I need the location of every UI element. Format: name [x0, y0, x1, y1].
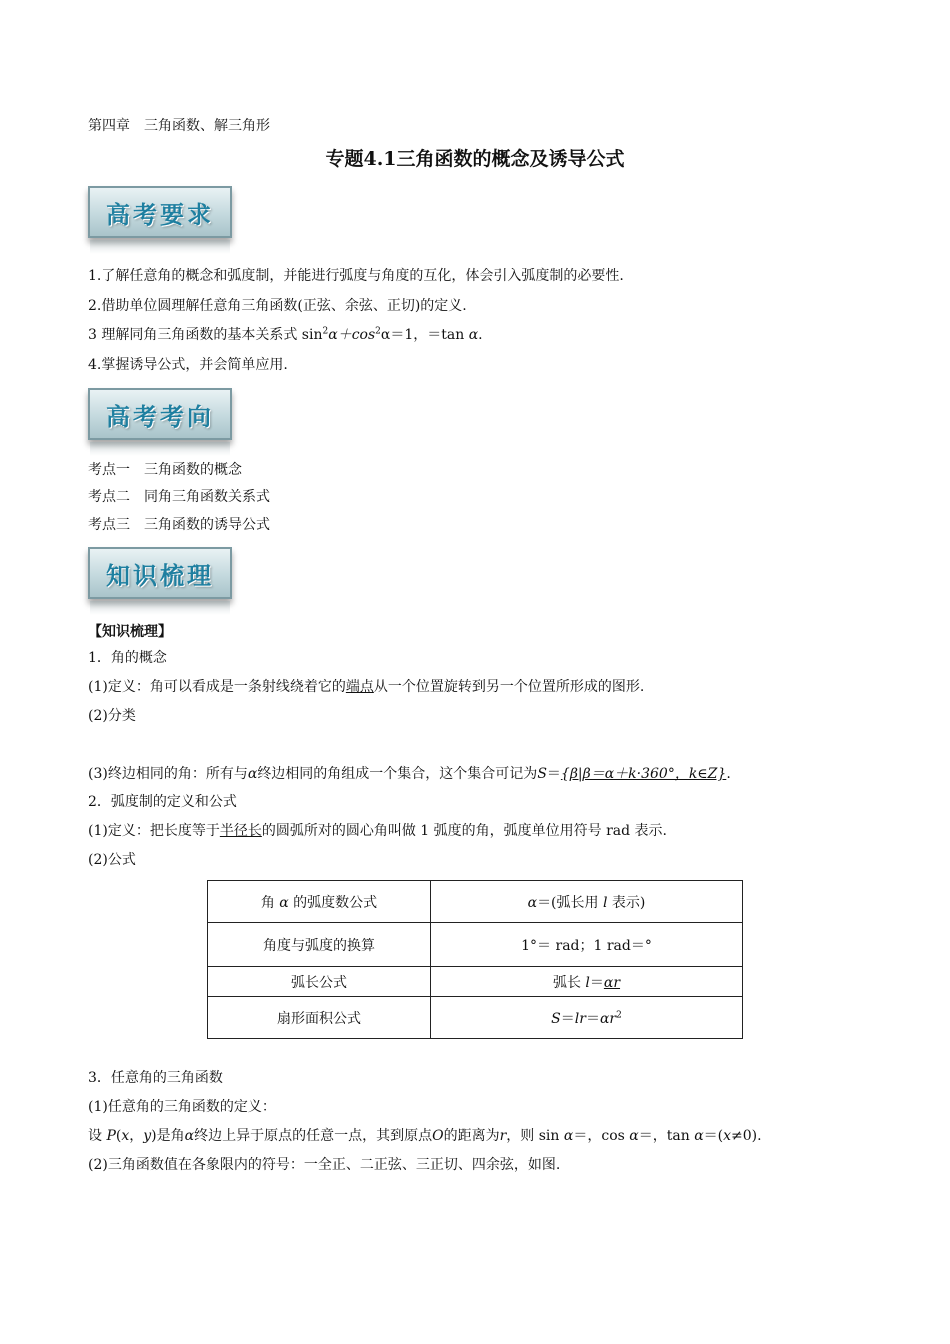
angle-classification: (2)分类	[88, 708, 136, 724]
table-cell: 1°＝ rad；1 rad＝°	[431, 923, 743, 967]
var-alpha: α	[694, 1128, 704, 1144]
coterminal-alpha: α	[247, 766, 258, 782]
cell-text: 表示)	[607, 894, 646, 911]
coterminal-S: S	[537, 766, 547, 782]
table-cell	[431, 881, 743, 923]
angle-definition-keyword: 端点	[345, 679, 374, 695]
requirement-item-1: 1.了解任意角的概念和弧度制，并能进行弧度与角度的互化，体会引入弧度制的必要性.	[88, 268, 624, 284]
cell-sup: 2	[616, 1009, 622, 1020]
var-P: P	[106, 1128, 116, 1144]
coterminal-end: .	[726, 766, 731, 782]
var-alpha: α	[184, 1128, 195, 1144]
quadrant-signs: (2)三角函数值在各象限内的符号：一全正、二正弦、三正切、四余弦，如图.	[88, 1157, 561, 1173]
coterminal-mid: 终边相同的角组成一个集合，这个集合可记为	[257, 766, 538, 782]
chapter-heading: 第四章 三角函数、解三角形	[88, 118, 270, 134]
radian-definition-prefix: (1)定义：把长度等于	[88, 823, 220, 839]
req3-alpha: α	[468, 327, 479, 343]
var-y: y	[143, 1128, 152, 1144]
t: ，	[129, 1128, 144, 1144]
table-cell: 扇形面积公式	[208, 997, 431, 1039]
coterminal-prefix: (3)终边相同的角：所有与	[88, 766, 248, 782]
banner-direction-label: 高考考向	[106, 401, 214, 431]
banner-reflection	[90, 442, 230, 456]
table-row	[208, 967, 743, 997]
cell-text: 弧长	[552, 974, 586, 991]
table-cell	[208, 881, 431, 923]
req3-end: .	[478, 327, 483, 343]
req3-sup1: 2	[322, 326, 329, 337]
t: )是角	[151, 1128, 185, 1144]
cell-text: 的弧度数公式	[288, 894, 378, 911]
angle-definition-suffix: 从一个位置旋转到另一个位置所形成的图形.	[373, 679, 645, 695]
var-x: x	[121, 1128, 130, 1144]
table-cell	[431, 967, 743, 997]
radian-formula-label: (2)公式	[88, 852, 136, 868]
banner-requirements-label: 高考要求	[106, 199, 214, 229]
banner-knowledge-label: 知识梳理	[106, 560, 214, 590]
table-cell: 角度与弧度的换算	[208, 923, 431, 967]
coterminal-eq: ＝	[546, 766, 561, 782]
table-row	[208, 881, 743, 923]
exam-point-2: 考点二 同角三角函数关系式	[88, 489, 270, 505]
cell-text: ＝(弧长用	[537, 894, 603, 911]
req3-sup2: 2	[375, 326, 381, 337]
radian-definition	[88, 821, 667, 841]
t: ≠0).	[731, 1128, 762, 1144]
table-cell: 弧长公式	[208, 967, 431, 997]
cell-l: l	[585, 974, 590, 991]
banner-requirements	[88, 186, 232, 238]
cell-text: 角	[260, 894, 280, 911]
requirement-item-3	[88, 325, 483, 345]
exam-point-1: 考点一 三角函数的概念	[88, 462, 242, 478]
requirement-item-2: 2.借助单位圆理解任意角三角函数(正弦、余弦、正切)的定义.	[88, 298, 467, 314]
coterminal-set: {β|β＝α＋k·360°，k∈Z}	[560, 766, 727, 782]
cell-ar: αr	[599, 1010, 617, 1027]
trig-definition-label: (1)任意角的三角函数的定义：	[88, 1099, 276, 1115]
t: 设	[88, 1128, 107, 1144]
knowledge-header: 【知识梳理】	[88, 624, 172, 640]
cell-text: ＝	[589, 974, 604, 991]
req3-mid2: α＝1，＝tan	[380, 327, 469, 343]
angle-definition-prefix: (1)定义：角可以看成是一条射线绕着它的	[88, 679, 346, 695]
var-alpha: α	[629, 1128, 639, 1144]
cell-S: S	[551, 1010, 561, 1027]
table-row	[208, 923, 743, 967]
banner-reflection	[90, 240, 230, 254]
req3-prefix: 3 理解同角三角函数的基本关系式 sin	[88, 327, 323, 343]
cell-text: ＝	[585, 1010, 600, 1027]
radian-definition-suffix: 的圆弧所对的圆心角叫做 1 弧度的角，弧度单位用符号 rad 表示.	[261, 823, 668, 839]
banner-direction	[88, 388, 232, 440]
cell-ar: αr	[603, 974, 621, 991]
var-x: x	[723, 1128, 732, 1144]
section-2-title: 2．弧度制的定义和公式	[88, 794, 237, 810]
t: ＝(	[703, 1128, 724, 1144]
var-O: O	[432, 1128, 444, 1144]
section-3-title: 3．任意角的三角函数	[88, 1070, 223, 1086]
section-1-title: 1．角的概念	[88, 650, 167, 666]
banner-reflection	[90, 601, 230, 615]
var-r: r	[499, 1128, 507, 1144]
t: ，则 sin	[506, 1128, 564, 1144]
radian-formula-table	[207, 880, 743, 1039]
t: 终边上异于原点的任意一点，其到原点	[194, 1128, 433, 1144]
t: 的距离为	[443, 1128, 500, 1144]
page-title: 专题4.1三角函数的概念及诱导公式	[325, 148, 625, 170]
trig-definition	[88, 1126, 762, 1146]
table-cell	[431, 997, 743, 1039]
coterminal-angles	[88, 764, 731, 784]
cell-alpha: α	[527, 894, 538, 911]
exam-point-3: 考点三 三角函数的诱导公式	[88, 517, 270, 533]
t: (	[115, 1128, 122, 1144]
table-row	[208, 997, 743, 1039]
cell-alpha: α	[279, 894, 289, 911]
banner-knowledge	[88, 547, 232, 599]
cell-l: l	[602, 894, 608, 911]
requirement-item-4: 4.掌握诱导公式，并会简单应用.	[88, 357, 288, 373]
req3-mid1: α＋cos	[328, 327, 376, 343]
angle-definition	[88, 677, 644, 697]
var-alpha: α	[563, 1128, 574, 1144]
cell-lr: lr	[574, 1010, 586, 1027]
t: ＝，cos	[573, 1128, 630, 1144]
cell-text: ＝	[560, 1010, 575, 1027]
radian-definition-keyword: 半径长	[219, 823, 262, 839]
t: ＝，tan	[638, 1128, 695, 1144]
